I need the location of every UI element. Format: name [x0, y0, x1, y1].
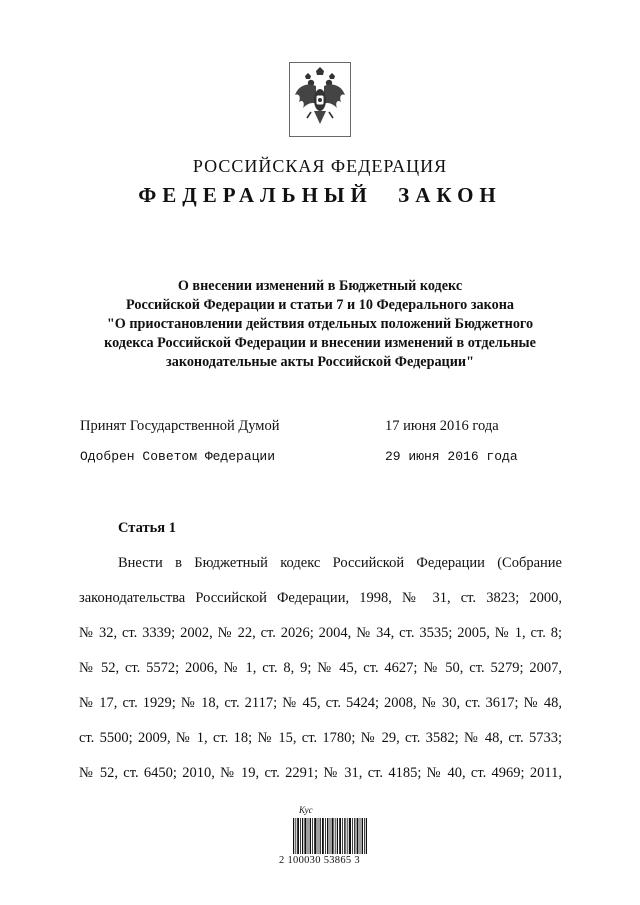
- article-text-line: № 17, ст. 1929; № 18, ст. 2117; № 45, ст. 5424; 2008, № 30, ст. 3617; № 48,: [79, 695, 562, 711]
- document-type-heading: ФЕДЕРАЛЬНЫЙ ЗАКОН: [138, 183, 502, 207]
- article-text-line: № 52, ст. 5572; 2006, № 1, ст. 8, 9; № 45, ст. 4627; № 50, ст. 5279; 2007,: [79, 660, 562, 676]
- council-approval-date: 29 июня 2016 года: [385, 449, 518, 464]
- article-text-line: законодательства Российской Федерации, 1998, № 31, ст. 3823; 2000,: [79, 590, 562, 606]
- article-heading: Статья 1: [118, 520, 176, 536]
- barcode-number: 2 100030 53865 3: [279, 855, 360, 866]
- law-title-line: кодекса Российской Федерации и внесении изменений в отдельные: [104, 335, 536, 351]
- council-approval-label: Одобрен Советом Федерации: [80, 449, 276, 464]
- law-title-line: О внесении изменений в Бюджетный кодекс: [177, 278, 463, 294]
- coat-of-arms-icon: [289, 62, 351, 137]
- article-text-line: ст. 5500; 2009, № 1, ст. 18; № 15, ст. 1780; № 29, ст. 3582; № 48, ст. 5733;: [79, 730, 562, 746]
- duma-adoption-date: 17 июня 2016 года: [385, 418, 499, 434]
- law-title-line: "О приостановлении действия отдельных положений Бюджетного: [106, 316, 534, 332]
- law-title-line: Российской Федерации и статьи 7 и 10 Федерального закона: [126, 297, 514, 313]
- country-heading: РОССИЙСКАЯ ФЕДЕРАЦИЯ: [192, 156, 448, 176]
- duma-adoption-label: Принят Государственной Думой: [80, 418, 280, 434]
- barcode-icon: [293, 818, 367, 854]
- law-title: [70, 277, 570, 372]
- article-text-line: Внести в Бюджетный кодекс Российской Федерации (Собрание: [118, 555, 562, 571]
- article-text-line: № 52, ст. 6450; 2010, № 19, ст. 2291; № 31, ст. 4185; № 40, ст. 4969; 2011,: [79, 765, 562, 781]
- barcode-mark: Кус: [299, 805, 313, 815]
- article-text-line: № 32, ст. 3339; 2002, № 22, ст. 2026; 2004, № 34, ст. 3535; 2005, № 1, ст. 8;: [79, 625, 562, 641]
- law-title-line: законодательные акты Российской Федерации": [166, 354, 474, 370]
